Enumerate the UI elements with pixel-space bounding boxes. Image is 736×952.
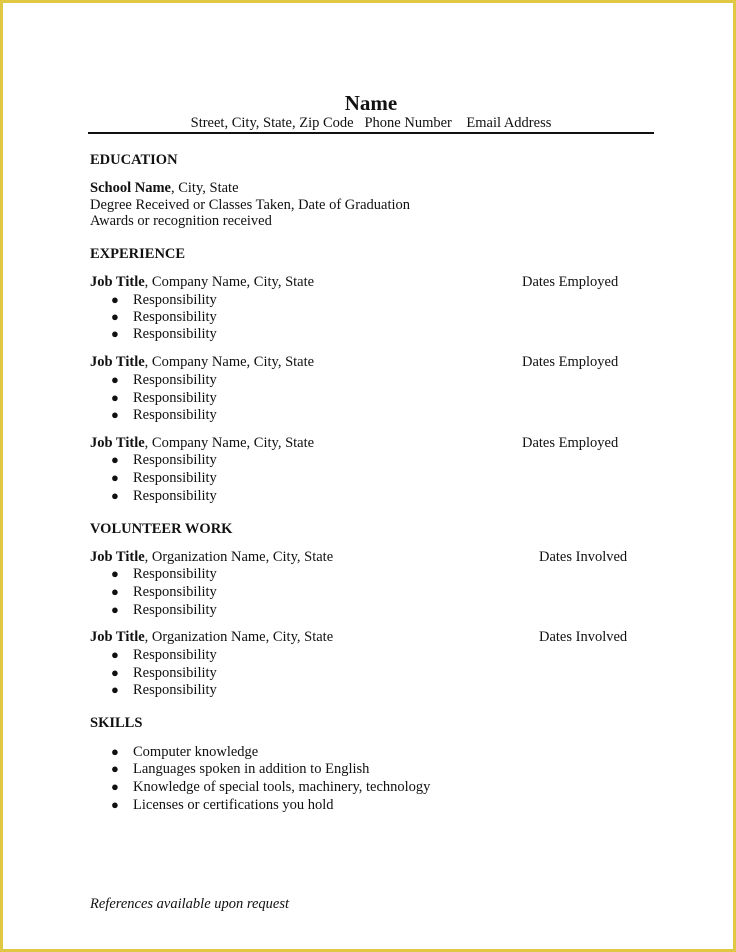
bullet-icon: ●	[111, 326, 119, 341]
bullet-icon: ●	[111, 665, 119, 680]
bullet-icon: ●	[111, 452, 119, 467]
school-line	[90, 179, 239, 197]
bullet-text: Responsibility	[133, 602, 217, 618]
bullet-icon: ●	[111, 602, 119, 617]
bullet-icon: ●	[111, 584, 119, 599]
volunteer-job-1	[90, 548, 333, 566]
list-item	[111, 664, 217, 682]
bullet-text: Responsibility	[133, 584, 217, 600]
school-location: , City, State	[170, 180, 239, 196]
skill-text: Computer knowledge	[133, 744, 259, 760]
experience-job-1	[90, 273, 314, 291]
job-dates: Dates Involved	[539, 549, 628, 565]
bullet-icon: ●	[111, 682, 119, 697]
list-item	[111, 565, 217, 583]
job-title: Job Title	[90, 435, 145, 451]
job-title: Job Title	[90, 549, 145, 565]
bullet-icon: ●	[111, 488, 119, 503]
bullet-text: Responsibility	[133, 488, 217, 504]
job-dates: Dates Employed	[522, 435, 619, 451]
volunteer-job-2	[90, 628, 333, 646]
list-item	[111, 646, 217, 664]
list-item	[111, 389, 217, 407]
bullet-text: Responsibility	[133, 682, 217, 698]
bullet-icon: ●	[111, 407, 119, 422]
header-divider	[88, 132, 654, 134]
bullet-text: Responsibility	[133, 470, 217, 486]
bullet-icon: ●	[111, 761, 119, 776]
bullet-text: Responsibility	[133, 309, 217, 325]
experience-job-2	[90, 353, 314, 371]
volunteer-heading: VOLUNTEER WORK	[90, 521, 233, 537]
list-item	[111, 325, 217, 343]
bullet-text: Responsibility	[133, 326, 217, 342]
bullet-icon: ●	[111, 372, 119, 387]
list-item	[111, 583, 217, 601]
job-details: , Organization Name, City, State	[144, 549, 334, 565]
list-item	[111, 487, 217, 505]
job-details: , Company Name, City, State	[144, 274, 315, 290]
bullet-text: Responsibility	[133, 452, 217, 468]
bullet-icon: ●	[111, 566, 119, 581]
bullet-icon: ●	[111, 292, 119, 307]
job-details: , Company Name, City, State	[144, 354, 315, 370]
bullet-icon: ●	[111, 309, 119, 324]
job-details: , Company Name, City, State	[144, 435, 315, 451]
resume-name: Name	[344, 91, 398, 115]
job-title: Job Title	[90, 274, 145, 290]
experience-heading: EXPERIENCE	[90, 246, 186, 262]
list-item	[111, 778, 430, 796]
awards-line: Awards or recognition received	[90, 213, 272, 229]
bullet-icon: ●	[111, 647, 119, 662]
contact-line: Street, City, State, Zip Code Phone Number Email Address	[190, 115, 552, 131]
experience-job-3	[90, 434, 314, 452]
job-dates: Dates Involved	[539, 629, 628, 645]
references-note: References available upon request	[90, 896, 290, 912]
job-dates: Dates Employed	[522, 274, 619, 290]
job-title: Job Title	[90, 629, 145, 645]
list-item	[111, 601, 217, 619]
job-dates: Dates Employed	[522, 354, 619, 370]
list-item	[111, 308, 217, 326]
bullet-icon: ●	[111, 797, 119, 812]
job-details: , Organization Name, City, State	[144, 629, 334, 645]
job-title: Job Title	[90, 354, 145, 370]
education-heading: EDUCATION	[90, 152, 178, 168]
list-item	[111, 406, 217, 424]
list-item	[111, 743, 258, 761]
bullet-text: Responsibility	[133, 566, 217, 582]
list-item	[111, 451, 217, 469]
list-item	[111, 291, 217, 309]
bullet-icon: ●	[111, 470, 119, 485]
bullet-text: Responsibility	[133, 292, 217, 308]
bullet-icon: ●	[111, 779, 119, 794]
school-name: School Name	[90, 180, 171, 196]
bullet-text: Responsibility	[133, 647, 217, 663]
degree-line: Degree Received or Classes Taken, Date of Graduation	[90, 197, 411, 213]
list-item	[111, 796, 334, 814]
bullet-icon: ●	[111, 744, 119, 759]
skills-heading: SKILLS	[90, 715, 143, 731]
skill-text: Languages spoken in addition to English	[133, 761, 370, 777]
list-item	[111, 469, 217, 487]
bullet-text: Responsibility	[133, 372, 217, 388]
skill-text: Licenses or certifications you hold	[133, 797, 334, 813]
skill-text: Knowledge of special tools, machinery, technology	[133, 779, 431, 795]
bullet-text: Responsibility	[133, 665, 217, 681]
list-item	[111, 760, 369, 778]
list-item	[111, 681, 217, 699]
bullet-text: Responsibility	[133, 390, 217, 406]
bullet-icon: ●	[111, 390, 119, 405]
bullet-text: Responsibility	[133, 407, 217, 423]
list-item	[111, 371, 217, 389]
